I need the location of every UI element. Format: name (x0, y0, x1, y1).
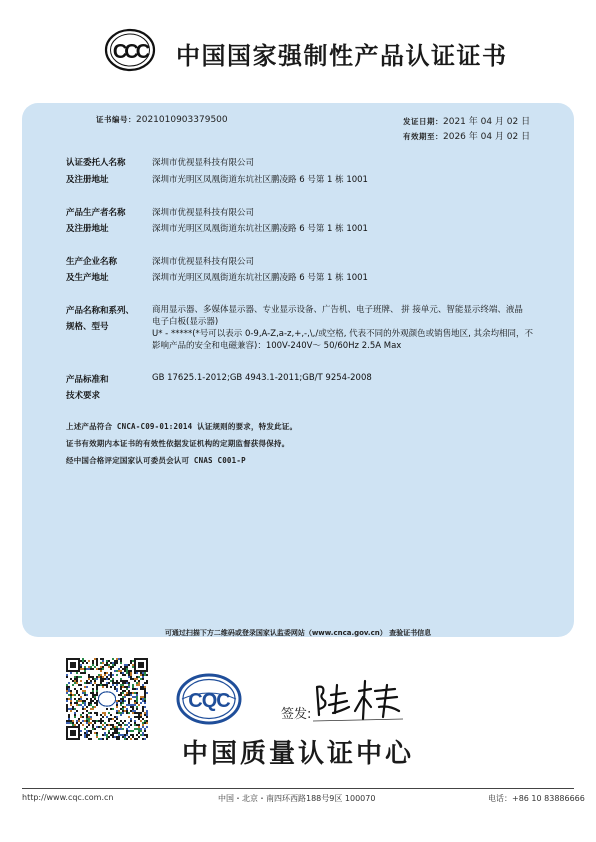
product-description (152, 304, 552, 352)
factory-address-label: 及生产地址 (66, 273, 109, 283)
expiry-date (403, 129, 530, 142)
product-line-2: 电子白板(显示器) (152, 317, 219, 327)
svg-text:CCC: CCC (112, 41, 148, 63)
footer-divider (22, 788, 574, 789)
product-label: 产品名称和系列、 (66, 306, 135, 316)
technical-requirements-label: 技术要求 (66, 391, 101, 401)
product-model-label: 规格、型号 (66, 322, 109, 332)
footer-address: 中国・北京・南四环西路188号9区 100070 (218, 794, 376, 803)
factory-address: 深圳市光明区凤凰街道东坑社区鹏凌路 6 号第 1 栋 1001 (152, 273, 368, 283)
verification-instructions: 可通过扫描下方二维码或登录国家认监委网站（www.cnca.gov.cn） 查验证书信息 (164, 629, 432, 637)
standard-value: GB 17625.1-2012;GB 4943.1-2011;GB/T 9254-2008 (152, 373, 372, 383)
product-line-4: 影响产品的安全和电磁兼容)：100V-240V～ 50/60Hz 2.5A Max (152, 341, 402, 351)
note-line-2: 证书有效期内本证书的有效性依据发证机构的定期监督获得保持。 (66, 439, 290, 448)
note-line-1: 上述产品符合 CNCA-C09-01:2014 认证规则的要求，特发此证。 (66, 422, 298, 431)
client-address-label: 及注册地址 (66, 175, 109, 185)
issue-date-value: 2021 年 04 月 02 日 (443, 117, 531, 127)
producer-address: 深圳市光明区凤凰街道东坑社区鹏凌路 6 号第 1 栋 1001 (152, 224, 368, 234)
cert-no-label: 证书编号： (96, 115, 136, 124)
client-address: 深圳市光明区凤凰街道东坑社区鹏凌路 6 号第 1 栋 1001 (152, 175, 368, 185)
factory-name: 深圳市优视显科技有限公司 (152, 257, 255, 267)
svg-text:CQC: CQC (188, 690, 230, 712)
signature-label: 签发: (281, 707, 312, 722)
footer-phone: 电话：+86 10 83886666 (488, 794, 585, 803)
issue-date (403, 114, 530, 127)
cert-no-value: 2021010903379500 (136, 115, 228, 125)
product-line-3: U* - *****(*号可以表示 0-9,A-Z,a-z,+,-,\,/或空格, 代表不同的外观颜色或销售地区, 其余均相同，不 (152, 329, 534, 339)
signature-image (305, 677, 405, 725)
expiry-date-label: 有效期至： (403, 132, 443, 141)
client-name: 深圳市优视显科技有限公司 (152, 158, 255, 168)
issuing-organization: 中国质量认证中心 (181, 739, 414, 769)
product-line-1: 商用显示器、多媒体显示器、专业显示设备、广告机、电子班牌、 拼 接单元、智能显示终端、液晶 (152, 305, 523, 315)
certificate-title: 中国国家强制性产品认证证书 (176, 42, 508, 70)
expiry-date-value: 2026 年 04 月 02 日 (443, 132, 531, 142)
producer-label: 产品生产者名称 (66, 208, 126, 218)
qr-code[interactable] (66, 658, 148, 740)
factory-label: 生产企业名称 (66, 257, 118, 267)
standard-label: 产品标准和 (66, 375, 109, 385)
client-label: 认证委托人名称 (66, 158, 126, 168)
footer-website-link[interactable]: http://www.cqc.com.cn (22, 793, 114, 802)
ccc-logo (104, 28, 156, 72)
note-line-3: 经中国合格评定国家认可委员会认可 CNAS C001-P (66, 456, 246, 465)
cqc-logo (176, 673, 242, 725)
certificate-number (96, 114, 228, 125)
producer-address-label: 及注册地址 (66, 224, 109, 234)
producer-name: 深圳市优视显科技有限公司 (152, 208, 255, 218)
issue-date-label: 发证日期： (403, 117, 443, 126)
